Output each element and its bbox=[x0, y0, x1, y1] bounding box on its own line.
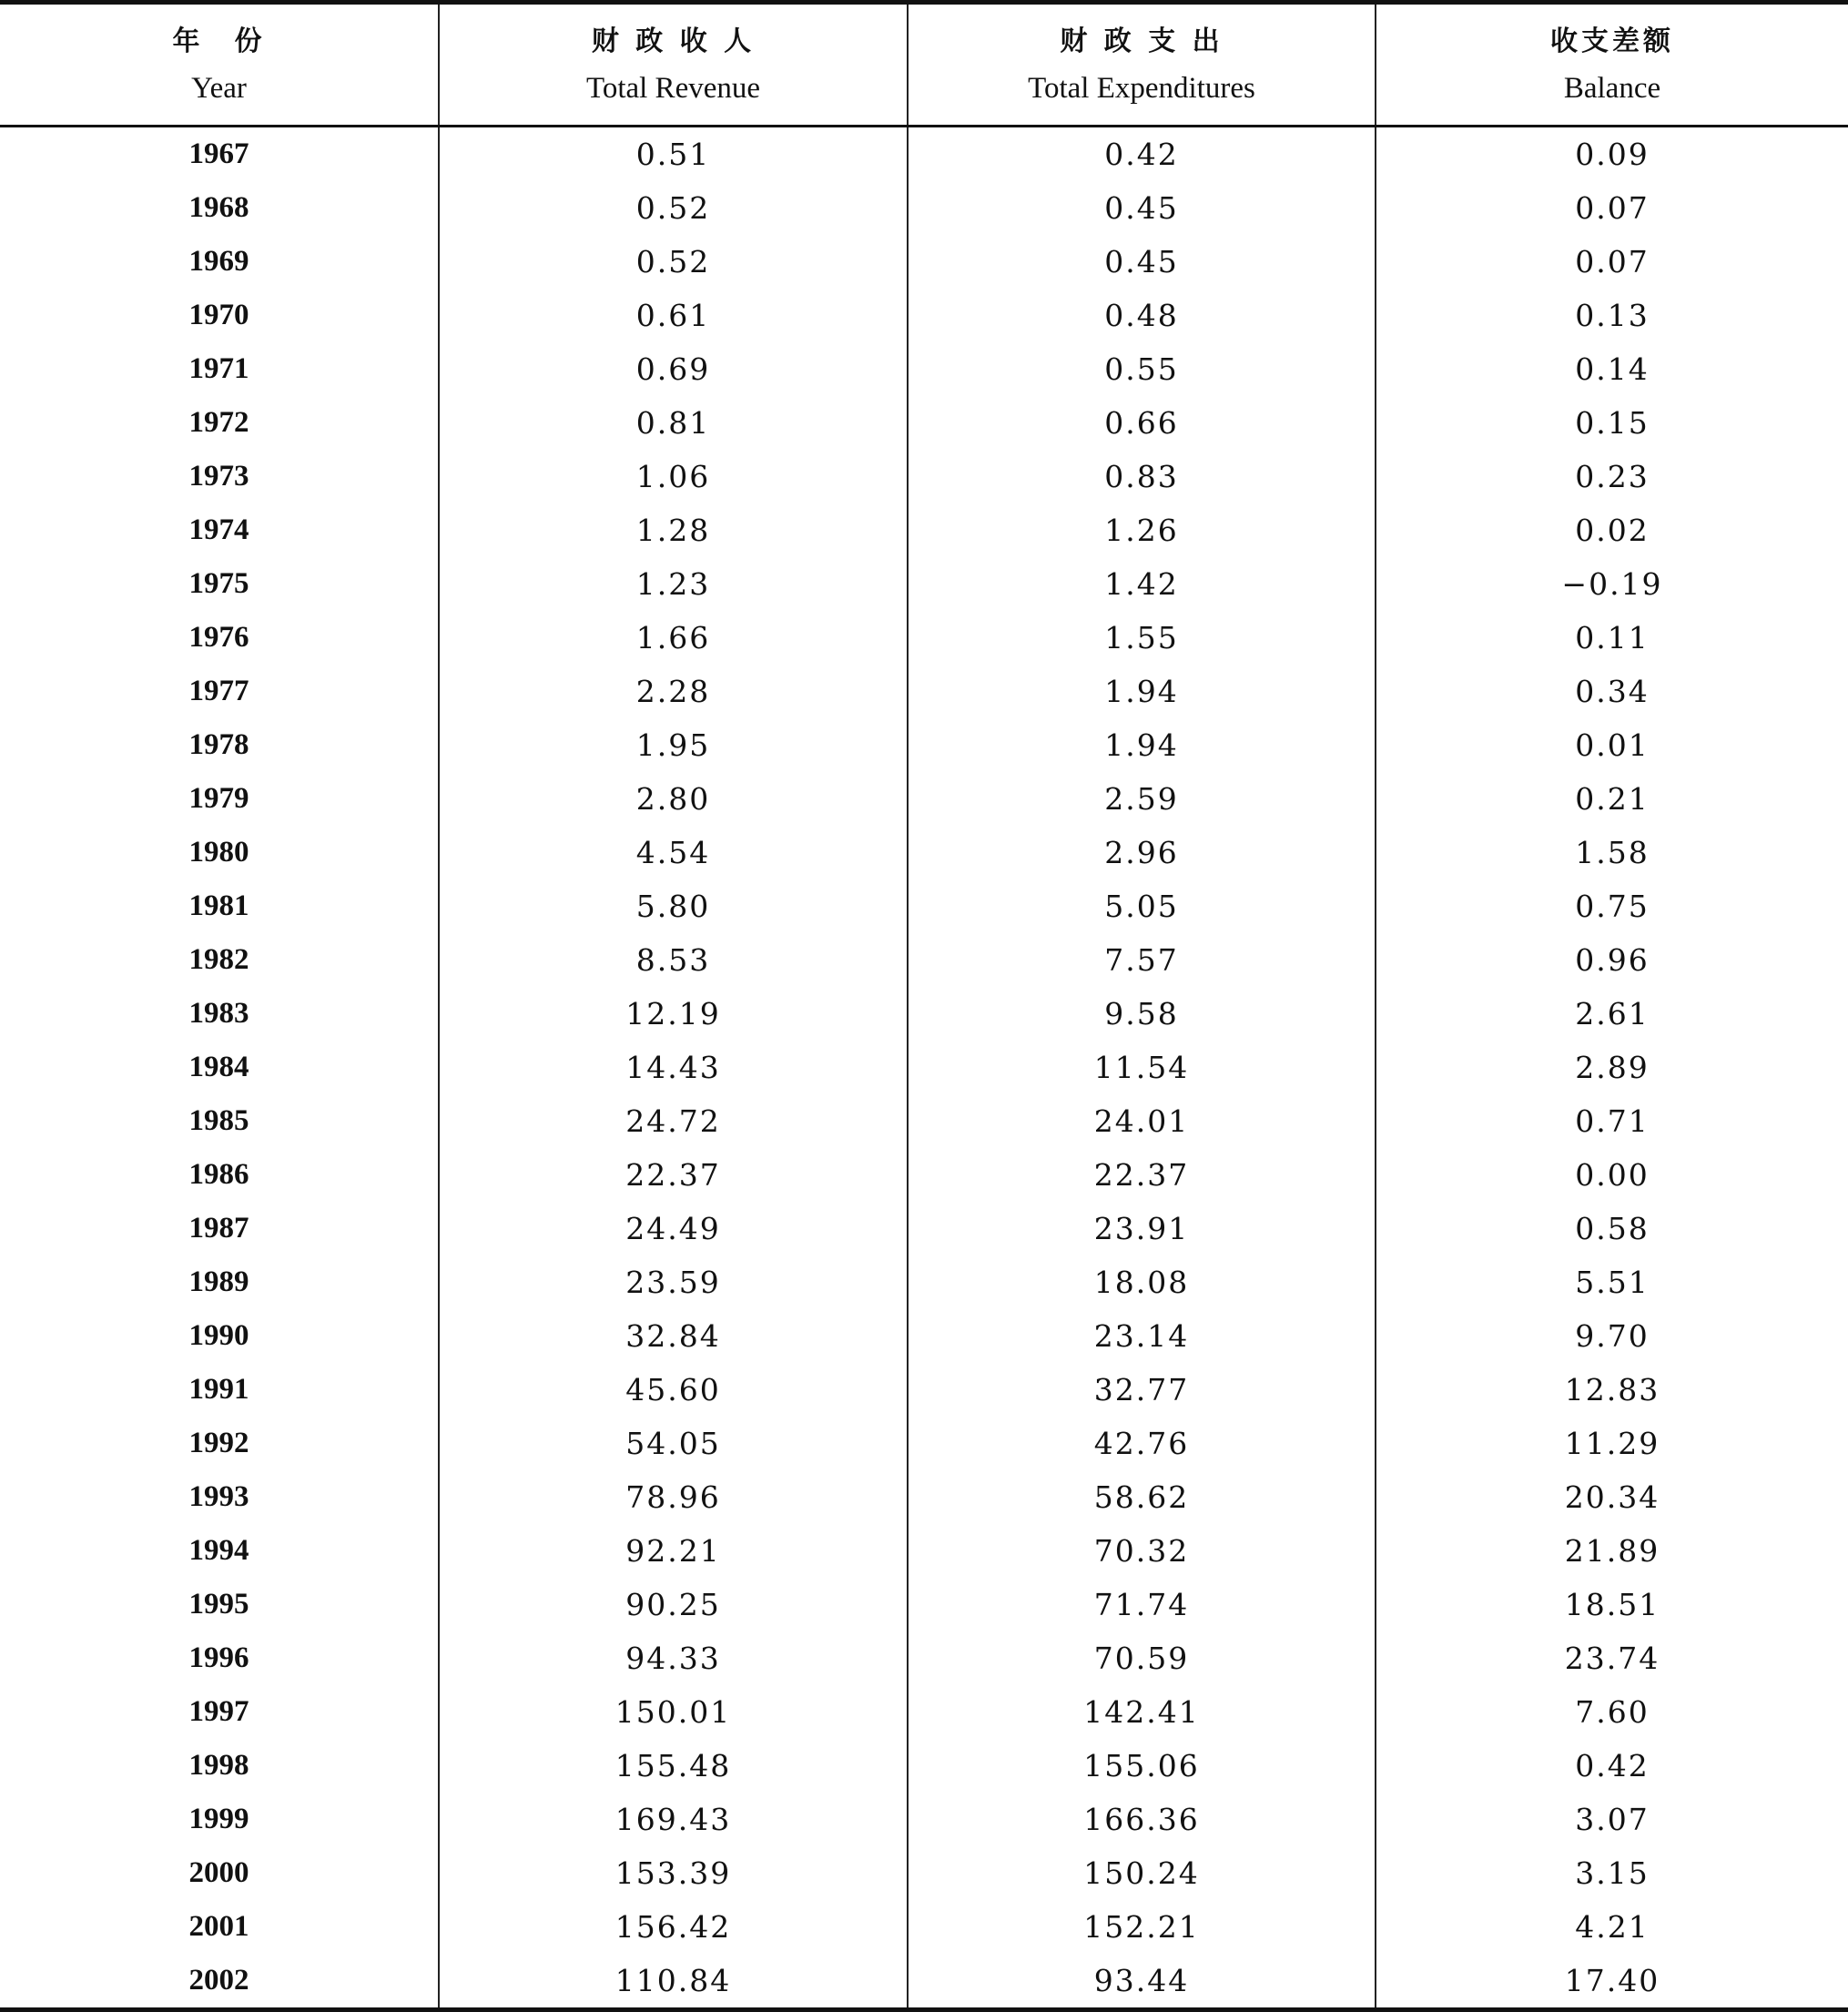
revenue-cell: 110.84 bbox=[439, 1954, 908, 2010]
balance-cell: 0.01 bbox=[1376, 718, 1848, 772]
header-year-zh: 年 份 bbox=[172, 25, 266, 57]
balance-cell: 0.21 bbox=[1376, 772, 1848, 826]
balance-cell: 5.51 bbox=[1376, 1255, 1848, 1309]
table-row bbox=[0, 235, 1848, 289]
table-row bbox=[0, 879, 1848, 933]
revenue-cell: 12.19 bbox=[439, 987, 908, 1041]
table-row bbox=[0, 1578, 1848, 1631]
year-cell: 1977 bbox=[188, 675, 249, 707]
header-expenditure-en: Total Expenditures bbox=[1028, 72, 1255, 105]
table-row bbox=[0, 1954, 1848, 2010]
balance-cell: 0.71 bbox=[1376, 1094, 1848, 1148]
table-row bbox=[0, 611, 1848, 665]
revenue-cell: 5.80 bbox=[439, 879, 908, 933]
table-row bbox=[0, 665, 1848, 718]
header-balance-en: Balance bbox=[1563, 72, 1661, 105]
expenditure-cell: 166.36 bbox=[908, 1793, 1376, 1846]
expenditure-cell: 2.59 bbox=[908, 772, 1376, 826]
table-row bbox=[0, 1739, 1848, 1793]
table-row bbox=[0, 1417, 1848, 1470]
table-row bbox=[0, 1793, 1848, 1846]
expenditure-cell: 0.48 bbox=[908, 289, 1376, 342]
year-cell: 1986 bbox=[188, 1158, 249, 1191]
year-cell: 1996 bbox=[188, 1641, 249, 1674]
header-balance-zh: 收支差额 bbox=[1550, 25, 1674, 57]
revenue-cell: 32.84 bbox=[439, 1309, 908, 1363]
revenue-cell: 54.05 bbox=[439, 1417, 908, 1470]
balance-cell: 0.23 bbox=[1376, 450, 1848, 503]
balance-cell: 0.75 bbox=[1376, 879, 1848, 933]
expenditure-cell: 7.57 bbox=[908, 933, 1376, 987]
expenditure-cell: 0.45 bbox=[908, 181, 1376, 235]
expenditure-cell: 0.55 bbox=[908, 342, 1376, 396]
expenditure-cell: 1.42 bbox=[908, 557, 1376, 611]
revenue-cell: 45.60 bbox=[439, 1363, 908, 1417]
balance-cell: 20.34 bbox=[1376, 1470, 1848, 1524]
year-cell: 1968 bbox=[188, 191, 249, 224]
table-body bbox=[0, 127, 1848, 2010]
balance-cell: 11.29 bbox=[1376, 1417, 1848, 1470]
header-row bbox=[0, 3, 1848, 127]
table-header bbox=[0, 3, 1848, 127]
table-row bbox=[0, 1363, 1848, 1417]
revenue-cell: 155.48 bbox=[439, 1739, 908, 1793]
expenditure-cell: 22.37 bbox=[908, 1148, 1376, 1202]
balance-cell: 0.96 bbox=[1376, 933, 1848, 987]
year-cell: 1967 bbox=[188, 137, 249, 170]
year-cell: 1970 bbox=[188, 299, 249, 331]
table-row bbox=[0, 1685, 1848, 1739]
revenue-cell: 169.43 bbox=[439, 1793, 908, 1846]
header-year-en: Year bbox=[191, 72, 247, 105]
expenditure-cell: 152.21 bbox=[908, 1900, 1376, 1954]
revenue-cell: 24.49 bbox=[439, 1202, 908, 1255]
revenue-cell: 153.39 bbox=[439, 1846, 908, 1900]
header-expenditure-zh: 财 政 支 出 bbox=[1060, 25, 1224, 57]
balance-cell: 3.15 bbox=[1376, 1846, 1848, 1900]
year-cell: 1997 bbox=[188, 1695, 249, 1728]
expenditure-cell: 0.83 bbox=[908, 450, 1376, 503]
header-revenue-zh: 财 政 收 人 bbox=[591, 25, 756, 57]
expenditure-cell: 1.94 bbox=[908, 665, 1376, 718]
expenditure-cell: 150.24 bbox=[908, 1846, 1376, 1900]
revenue-cell: 4.54 bbox=[439, 826, 908, 879]
expenditure-cell: 155.06 bbox=[908, 1739, 1376, 1793]
balance-cell: 18.51 bbox=[1376, 1578, 1848, 1631]
table-row bbox=[0, 127, 1848, 182]
year-cell: 1994 bbox=[188, 1534, 249, 1567]
table-row bbox=[0, 503, 1848, 557]
year-cell: 1995 bbox=[188, 1588, 249, 1621]
year-cell: 1971 bbox=[188, 352, 249, 385]
year-cell: 1969 bbox=[188, 245, 249, 278]
table-row bbox=[0, 1846, 1848, 1900]
balance-cell: 12.83 bbox=[1376, 1363, 1848, 1417]
table-row bbox=[0, 1255, 1848, 1309]
table-row bbox=[0, 557, 1848, 611]
revenue-cell: 1.06 bbox=[439, 450, 908, 503]
table-row bbox=[0, 1309, 1848, 1363]
table-row bbox=[0, 289, 1848, 342]
year-cell: 2000 bbox=[188, 1856, 249, 1889]
revenue-cell: 0.52 bbox=[439, 235, 908, 289]
year-cell: 1992 bbox=[188, 1427, 249, 1459]
balance-cell: 17.40 bbox=[1376, 1954, 1848, 2010]
expenditure-cell: 23.14 bbox=[908, 1309, 1376, 1363]
table-row bbox=[0, 987, 1848, 1041]
balance-cell: −0.19 bbox=[1376, 557, 1848, 611]
table-row bbox=[0, 933, 1848, 987]
table-row bbox=[0, 826, 1848, 879]
table-row bbox=[0, 450, 1848, 503]
year-cell: 1990 bbox=[188, 1319, 249, 1352]
year-cell: 2001 bbox=[188, 1910, 249, 1943]
year-cell: 1979 bbox=[188, 782, 249, 815]
header-revenue-en: Total Revenue bbox=[585, 72, 761, 105]
revenue-cell: 0.81 bbox=[439, 396, 908, 450]
year-cell: 1989 bbox=[188, 1265, 249, 1298]
year-cell: 1976 bbox=[188, 621, 249, 654]
year-cell: 1982 bbox=[188, 943, 249, 976]
revenue-cell: 0.52 bbox=[439, 181, 908, 235]
expenditure-cell: 0.42 bbox=[908, 127, 1376, 182]
year-cell: 1983 bbox=[188, 997, 249, 1030]
balance-cell: 0.02 bbox=[1376, 503, 1848, 557]
balance-cell: 0.00 bbox=[1376, 1148, 1848, 1202]
balance-cell: 7.60 bbox=[1376, 1685, 1848, 1739]
revenue-cell: 0.61 bbox=[439, 289, 908, 342]
table-row bbox=[0, 396, 1848, 450]
year-cell: 1978 bbox=[188, 728, 249, 761]
revenue-cell: 2.80 bbox=[439, 772, 908, 826]
expenditure-cell: 23.91 bbox=[908, 1202, 1376, 1255]
header-expenditure bbox=[908, 3, 1376, 127]
revenue-cell: 78.96 bbox=[439, 1470, 908, 1524]
revenue-cell: 14.43 bbox=[439, 1041, 908, 1094]
balance-cell: 0.15 bbox=[1376, 396, 1848, 450]
balance-cell: 2.61 bbox=[1376, 987, 1848, 1041]
expenditure-cell: 71.74 bbox=[908, 1578, 1376, 1631]
revenue-cell: 94.33 bbox=[439, 1631, 908, 1685]
expenditure-cell: 18.08 bbox=[908, 1255, 1376, 1309]
balance-cell: 0.34 bbox=[1376, 665, 1848, 718]
balance-cell: 0.14 bbox=[1376, 342, 1848, 396]
year-cell: 1973 bbox=[188, 460, 249, 493]
expenditure-cell: 1.94 bbox=[908, 718, 1376, 772]
table-row bbox=[0, 1470, 1848, 1524]
revenue-cell: 92.21 bbox=[439, 1524, 908, 1578]
expenditure-cell: 1.26 bbox=[908, 503, 1376, 557]
balance-cell: 0.58 bbox=[1376, 1202, 1848, 1255]
table-row bbox=[0, 342, 1848, 396]
revenue-cell: 1.23 bbox=[439, 557, 908, 611]
balance-cell: 23.74 bbox=[1376, 1631, 1848, 1685]
revenue-cell: 8.53 bbox=[439, 933, 908, 987]
year-cell: 1985 bbox=[188, 1104, 249, 1137]
revenue-cell: 2.28 bbox=[439, 665, 908, 718]
year-cell: 1974 bbox=[188, 513, 249, 546]
year-cell: 1972 bbox=[188, 406, 249, 439]
expenditure-cell: 24.01 bbox=[908, 1094, 1376, 1148]
expenditure-cell: 0.66 bbox=[908, 396, 1376, 450]
table-row bbox=[0, 1148, 1848, 1202]
balance-cell: 0.11 bbox=[1376, 611, 1848, 665]
year-cell: 1993 bbox=[188, 1480, 249, 1513]
balance-cell: 4.21 bbox=[1376, 1900, 1848, 1954]
table-row bbox=[0, 1524, 1848, 1578]
year-cell: 1981 bbox=[188, 889, 249, 922]
table-row bbox=[0, 1202, 1848, 1255]
revenue-cell: 1.66 bbox=[439, 611, 908, 665]
revenue-cell: 156.42 bbox=[439, 1900, 908, 1954]
revenue-cell: 24.72 bbox=[439, 1094, 908, 1148]
table-row bbox=[0, 181, 1848, 235]
balance-cell: 0.07 bbox=[1376, 235, 1848, 289]
year-cell: 2002 bbox=[0, 1954, 439, 2010]
balance-cell: 21.89 bbox=[1376, 1524, 1848, 1578]
table-row bbox=[0, 1041, 1848, 1094]
revenue-cell: 0.69 bbox=[439, 342, 908, 396]
table-row bbox=[0, 772, 1848, 826]
header-year bbox=[0, 3, 439, 127]
year-cell: 1987 bbox=[188, 1212, 249, 1245]
revenue-cell: 1.28 bbox=[439, 503, 908, 557]
revenue-cell: 22.37 bbox=[439, 1148, 908, 1202]
table-row bbox=[0, 1631, 1848, 1685]
balance-cell: 0.13 bbox=[1376, 289, 1848, 342]
header-balance bbox=[1376, 3, 1848, 127]
expenditure-cell: 11.54 bbox=[908, 1041, 1376, 1094]
year-cell: 1999 bbox=[188, 1803, 249, 1835]
year-cell: 1991 bbox=[188, 1373, 249, 1406]
balance-cell: 0.42 bbox=[1376, 1739, 1848, 1793]
expenditure-cell: 9.58 bbox=[908, 987, 1376, 1041]
balance-cell: 0.09 bbox=[1376, 127, 1848, 182]
expenditure-cell: 0.45 bbox=[908, 235, 1376, 289]
expenditure-cell: 70.59 bbox=[908, 1631, 1376, 1685]
balance-cell: 2.89 bbox=[1376, 1041, 1848, 1094]
year-cell: 1975 bbox=[188, 567, 249, 600]
expenditure-cell: 70.32 bbox=[908, 1524, 1376, 1578]
table-row bbox=[0, 1900, 1848, 1954]
balance-cell: 0.07 bbox=[1376, 181, 1848, 235]
revenue-cell: 90.25 bbox=[439, 1578, 908, 1631]
balance-cell: 9.70 bbox=[1376, 1309, 1848, 1363]
expenditure-cell: 93.44 bbox=[908, 1954, 1376, 2010]
expenditure-cell: 2.96 bbox=[908, 826, 1376, 879]
balance-cell: 3.07 bbox=[1376, 1793, 1848, 1846]
revenue-cell: 23.59 bbox=[439, 1255, 908, 1309]
table-row bbox=[0, 718, 1848, 772]
year-cell: 1998 bbox=[188, 1749, 249, 1782]
revenue-cell: 150.01 bbox=[439, 1685, 908, 1739]
expenditure-cell: 42.76 bbox=[908, 1417, 1376, 1470]
expenditure-cell: 32.77 bbox=[908, 1363, 1376, 1417]
expenditure-cell: 1.55 bbox=[908, 611, 1376, 665]
table-row bbox=[0, 1094, 1848, 1148]
header-revenue bbox=[439, 3, 908, 127]
expenditure-cell: 5.05 bbox=[908, 879, 1376, 933]
year-cell: 1984 bbox=[188, 1051, 249, 1083]
revenue-cell: 1.95 bbox=[439, 718, 908, 772]
year-cell: 1980 bbox=[188, 836, 249, 869]
expenditure-cell: 142.41 bbox=[908, 1685, 1376, 1739]
expenditure-cell: 58.62 bbox=[908, 1470, 1376, 1524]
balance-cell: 1.58 bbox=[1376, 826, 1848, 879]
revenue-cell: 0.51 bbox=[439, 127, 908, 182]
